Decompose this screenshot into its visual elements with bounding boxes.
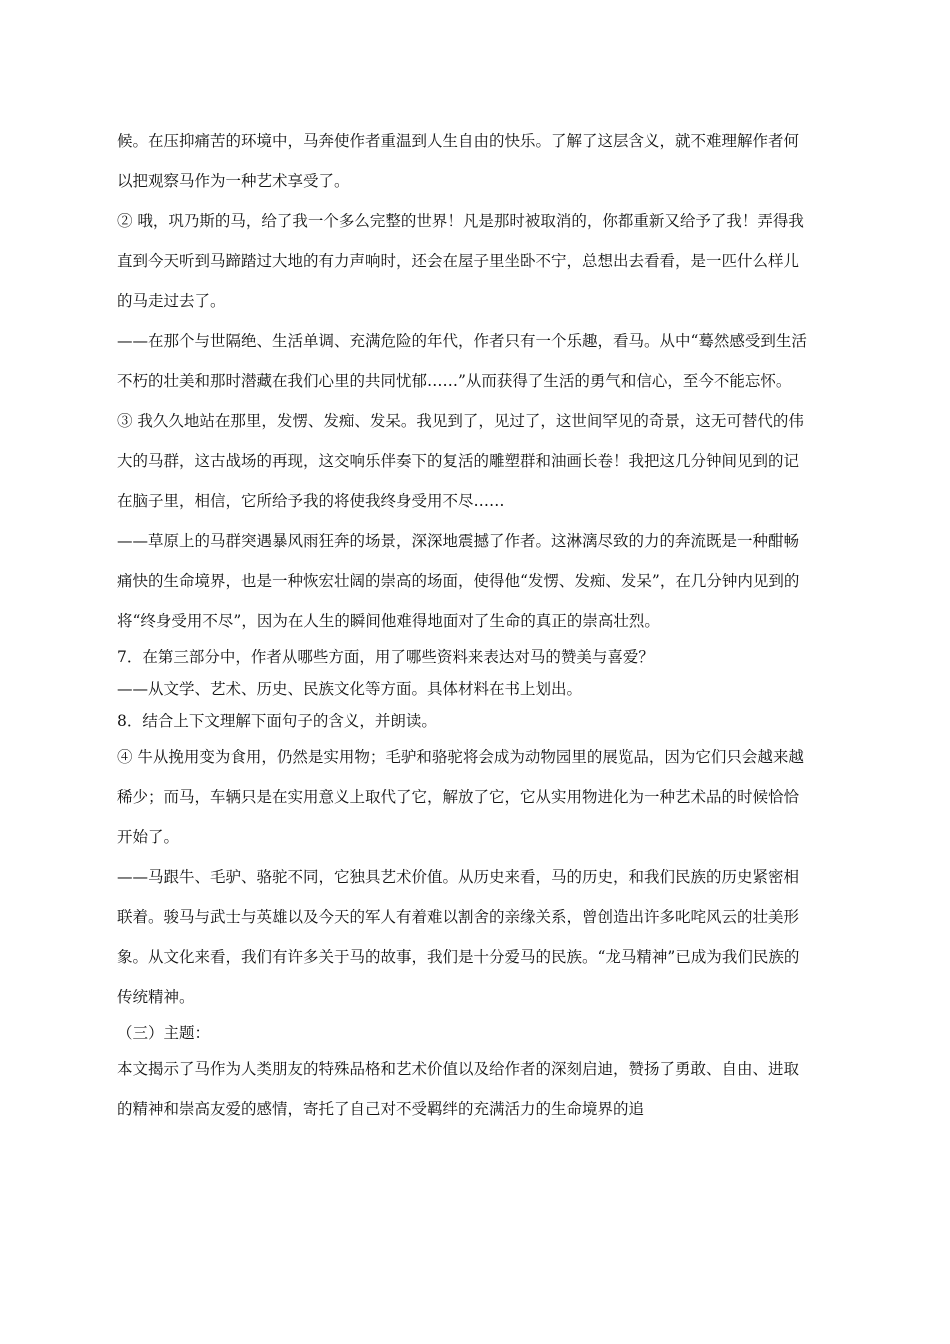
question-8: 8．结合上下文理解下面句子的含义，并朗读。	[117, 712, 437, 730]
section-heading-theme: （三）主题：	[117, 1024, 211, 1042]
quote-2: ② 哦，巩乃斯的马，给了我一个多么完整的世界！凡是那时被取消的，你都重新又给予了我！弄得我直到今天听到马蹄踏过大地的有力声响时，还会在屋子里坐卧不宁，总想出去看看，是一匹什么样儿的马走过去了。	[117, 212, 804, 310]
paragraph-continued-intro: 候。在压抑痛苦的环境中，马奔使作者重温到人生自由的快乐。了解了这层含义，就不难理解作者何以把观察马作为一种艺术享受了。	[117, 132, 800, 190]
theme-paragraph: 本文揭示了马作为人类朋友的特殊品格和艺术价值以及给作者的深刻启迪，赞扬了勇敢、自由、进取的精神和崇高友爱的感情，寄托了自己对不受羁绊的充满活力的生命境界的追	[117, 1060, 800, 1118]
analysis-2: ——在那个与世隔绝、生活单调、充满危险的年代，作者只有一个乐趣，看马。从中“蓦然感受到生活不朽的壮美和那时潜藏在我们心里的共同忧郁……”从而获得了生活的勇气和信心，至今不能忘怀。	[117, 332, 807, 390]
analysis-4: ——马跟牛、毛驴、骆驼不同，它独具艺术价值。从历史来看，马的历史，和我们民族的历史紧密相联着。骏马与武士与英雄以及今天的军人有着难以割舍的亲缘关系，曾创造出许多叱咤风云的壮美形象。从文化来看，我们有许多关于马的故事，我们是十分爱马的民族。“龙马精神”已成为我们民族的传统精神。	[117, 868, 800, 1006]
answer-7: ——从文学、艺术、历史、民族文化等方面。具体材料在书上划出。	[117, 680, 583, 698]
analysis-3: ——草原上的马群突遇暴风雨狂奔的场景，深深地震撼了作者。这淋漓尽致的力的奔流既是一种酣畅痛快的生命境界，也是一种恢宏壮阔的崇高的场面，使得他“发愣、发痴、发呆”，在几分钟内见到的将“终身受用不尽”，因为在人生的瞬间他难得地面对了生命的真正的崇高壮烈。	[117, 532, 800, 630]
question-7: 7．在第三部分中，作者从哪些方面，用了哪些资料来表达对马的赞美与喜爱？	[117, 648, 654, 666]
document-body	[117, 121, 813, 1129]
quote-3: ③ 我久久地站在那里，发愣、发痴、发呆。我见到了，见过了，这世间罕见的奇景，这无可替代的伟大的马群，这古战场的再现，这交响乐伴奏下的复活的雕塑群和油画长卷！我把这几分钟间见到的记在脑子里，相信，它所给予我的将使我终身受用不尽……	[117, 412, 804, 510]
quote-4: ④ 牛从挽用变为食用，仍然是实用物；毛驴和骆驼将会成为动物园里的展览品，因为它们只会越来越稀少；而马，车辆只是在实用意义上取代了它，解放了它，它从实用物进化为一种艺术品的时候恰恰开始了。	[117, 748, 804, 846]
